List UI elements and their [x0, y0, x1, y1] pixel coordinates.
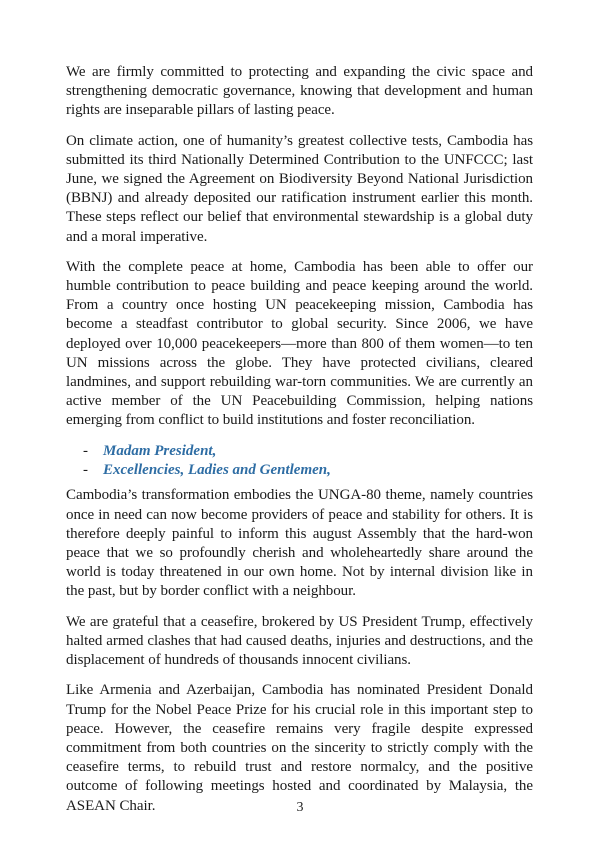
- salutation-text: Excellencies, Ladies and Gentlemen,: [103, 462, 331, 479]
- page-number: 3: [296, 800, 304, 815]
- list-dash: -: [83, 442, 88, 459]
- salutation-list: [66, 442, 533, 481]
- paragraph-nobel-nomination: Like Armenia and Azerbaijan, Cambodia has nominated President Donald Trump for the Nobel Peace Prize for his crucial role in this important step to peace. However, the ceasefire remains very fragile despite expressed commitment from both countries on the sincerity to strictly comply with the ceasefire terms, to rebuild trust and restore normalcy, and the positive outcome of following meetings hosted and coordinated by Malaysia, the ASEAN Chair.: [66, 682, 533, 814]
- paragraph-transformation: Cambodia’s transformation embodies the UNGA-80 theme, namely countries once in need can now become providers of peace and stability for others. It is therefore deeply painful to inform this august Assembly that the hard-won peace that we so profoundly cherish and wholeheartedly share around the world is today threatened in our own home. Not by internal division like in the past, but by border conflict with a neighbour.: [66, 487, 533, 600]
- paragraph-peacekeeping: With the complete peace at home, Cambodia has been able to offer our humble contribution to peace building and peace keeping around the world. From a country once hosting UN peacekeeping mission, Cambodia has become a steadfast contributor to global security. Since 2006, we have deployed over 10,000 peacekeepers—more than 800 of them women—to ten UN missions across the globe. They have protected civilians, cleared landmines, and support rebuilding war-torn communities. We are currently an active member of the UN Peacebuilding Commission, helping nations emerging from conflict to build institutions and foster reconciliation.: [66, 258, 533, 429]
- salutation-madam-president: [66, 442, 533, 461]
- list-dash: -: [83, 462, 88, 479]
- paragraph-climate-action: On climate action, one of humanity’s greatest collective tests, Cambodia has submitted its third Nationally Determined Contribution to the UNFCCC; last June, we signed the Agreement on Biodiversity Beyond National Jurisdiction (BBNJ) and already deposited our ratification instrument earlier this month. These steps reflect our belief that environmental stewardship is a global duty and a moral imperative.: [66, 132, 533, 245]
- paragraph-civic-space: We are firmly committed to protecting and expanding the civic space and strengthening democratic governance, knowing that development and human rights are inseparable pillars of lasting peace.: [66, 64, 533, 119]
- salutation-text: Madam President,: [103, 442, 217, 459]
- salutation-excellencies: [66, 461, 533, 480]
- document-page: [66, 63, 533, 827]
- paragraph-ceasefire: We are grateful that a ceasefire, brokered by US President Trump, effectively halted armed clashes that had caused deaths, injuries and destructions, and the displacement of hundreds of thousands innocent civilians.: [66, 613, 533, 669]
